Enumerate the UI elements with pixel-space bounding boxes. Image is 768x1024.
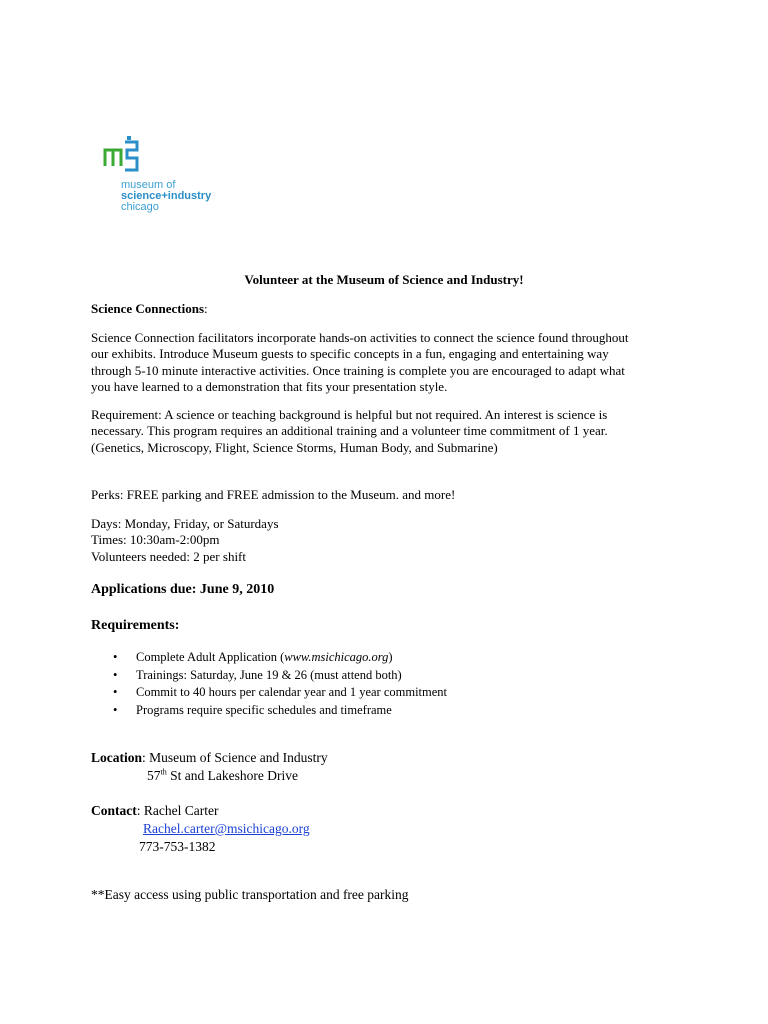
description-paragraph — [91, 330, 671, 395]
paragraph-line: (Genetics, Microscopy, Flight, Science Storms, Human Body, and Submarine) — [91, 439, 498, 455]
location-address — [147, 767, 298, 785]
contact-line — [91, 802, 218, 820]
bullet-icon: • — [113, 650, 118, 664]
section-heading-colon: : — [204, 301, 208, 316]
bullet-icon: • — [113, 685, 118, 699]
bullet-icon: • — [113, 667, 118, 682]
paragraph-line: Science Connection facilitators incorporate hands-on activities to connect the science found throughout — [91, 330, 629, 345]
logo-text-line2: science+industry — [121, 190, 212, 202]
schedule-block — [91, 516, 279, 565]
msi-logo-mark-icon — [103, 136, 143, 180]
location-name: : Museum of Science and Industry — [142, 750, 328, 765]
paragraph-line: Requirement: A science or teaching background is helpful but not required. An interest is science is — [91, 407, 608, 422]
requirement-text: Commit to 40 hours per calendar year and 1 year commitment — [136, 685, 448, 699]
requirement-text: Complete Adult Application ( — [136, 650, 285, 664]
paragraph-line: you have learned to a demonstration that fits your presentation style. — [91, 378, 448, 394]
section-heading-text: Science Connections — [91, 301, 205, 316]
requirements-heading: Requirements: — [91, 618, 180, 633]
website-link[interactable]: www.msichicago.org — [284, 650, 389, 664]
applications-due: Applications due: June 9, 2010 — [91, 582, 275, 597]
paragraph-line: through 5-10 minute interactive activities. Once training is complete you are encouraged to adapt what — [91, 362, 625, 378]
footnote: **Easy access using public transportation and free parking — [91, 887, 409, 902]
street-suffix: th — [160, 767, 167, 777]
location-label: Location — [91, 750, 143, 765]
contact-email-link[interactable]: Rachel.carter@msichicago.org — [143, 821, 310, 836]
requirement-text: Programs require specific schedules and timeframe — [136, 702, 392, 717]
list-item — [91, 649, 447, 667]
requirements-list — [91, 649, 447, 719]
requirement-paragraph — [91, 407, 671, 456]
street-number: 57 — [147, 768, 161, 783]
museum-logo — [95, 124, 230, 230]
contact-label: Contact — [91, 803, 137, 818]
requirement-text-end: ) — [388, 650, 393, 664]
location-line — [91, 749, 328, 767]
street-rest: St and Lakeshore Drive — [166, 768, 298, 783]
paragraph-line: necessary. This program requires an additional training and a volunteer time commitment of 1 year. — [91, 423, 608, 439]
section-heading — [91, 301, 208, 317]
contact-name: : Rachel Carter — [136, 803, 219, 818]
schedule-days: Days: Monday, Friday, or Saturdays — [91, 516, 279, 531]
contact-phone: 773-753-1382 — [139, 839, 216, 854]
requirement-text: Trainings: Saturday, June 19 & 26 (must attend both) — [136, 667, 402, 682]
paragraph-line: our exhibits. Introduce Museum guests to specific concepts in a fun, engaging and entertaining way — [91, 346, 609, 362]
bullet-icon: • — [113, 702, 118, 717]
list-item — [91, 684, 447, 702]
logo-text-line3: chicago — [121, 201, 159, 213]
list-item — [91, 702, 447, 720]
page-title: Volunteer at the Museum of Science and Industry! — [244, 272, 524, 287]
logo-text-line1: museum of — [121, 179, 176, 191]
list-item — [91, 667, 447, 685]
perks-text: Perks: FREE parking and FREE admission to the Museum. and more! — [91, 487, 456, 502]
schedule-times: Times: 10:30am-2:00pm — [91, 532, 220, 548]
schedule-volunteers: Volunteers needed: 2 per shift — [91, 548, 246, 564]
